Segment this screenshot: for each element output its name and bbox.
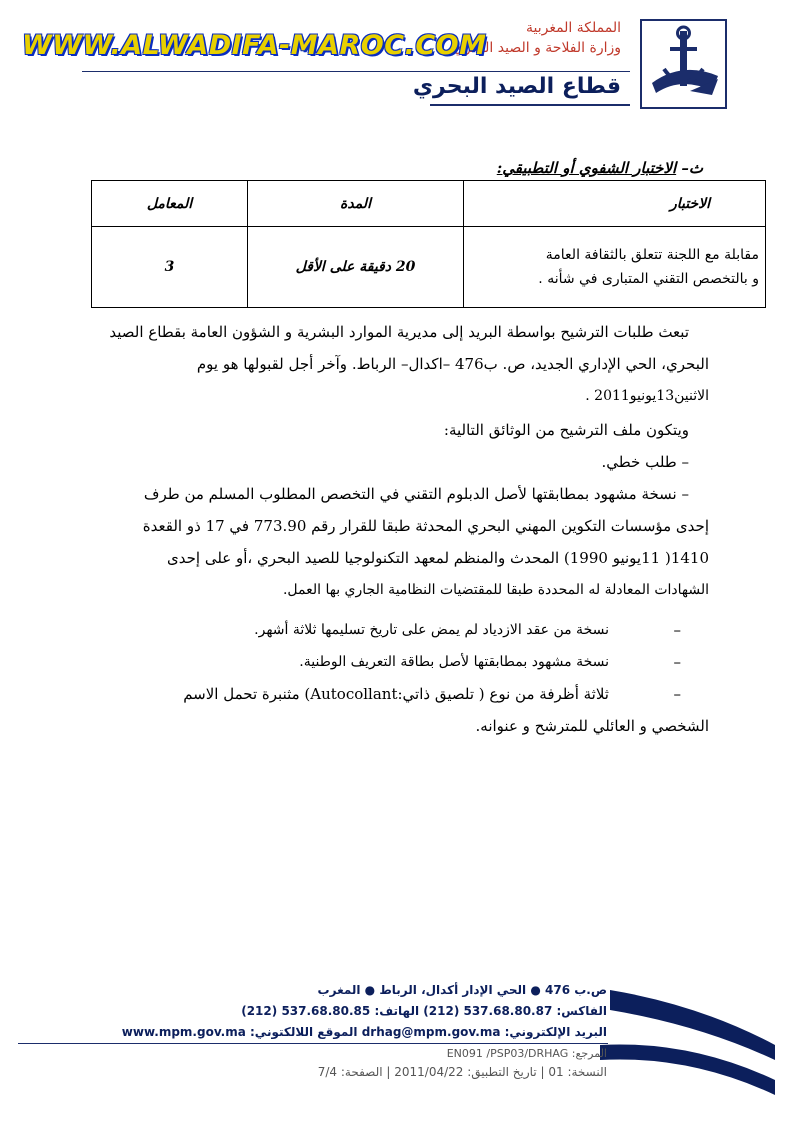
footer-address: ص.ب 476 ● الحي الإدار أكدال، الرباط ● المغرب [317,983,607,997]
section-title [497,159,703,177]
documents-list-2 [79,614,709,742]
list-item-continued: الشهادات المعادلة له المحددة طبقا للمقتضيات النظامية الجاري بها العمل. [282,582,709,598]
paragraph-line: الاثنين13يونيو2011 . [585,388,709,404]
list-item: – نسخة مشهود بمطابقتها لأصل الدبلوم التقني في التخصص المطلوب المسلم من طرف [143,485,689,503]
header-divider [82,71,630,72]
header-duration: المدة [248,181,464,227]
footer-meta: النسخة: 01 | تاريخ التطبيق: 2011/04/22 | الصفحة: 7/4 [317,1065,607,1079]
list-item [79,614,709,646]
table-row [92,227,766,308]
documents-list [79,414,709,606]
list-item [79,678,709,710]
list-item-continued: 1410( 11يونيو 1990) المحدث والمنظم لمعهد التكنولوجيا للصيد البحري ،أو على إحدى [167,549,709,567]
footer-phone-fax: الفاكس: 537.68.80.87 (212) الهاتف: 537.68.80.85 (212) [241,1004,607,1018]
list-dash: – [673,621,681,639]
ministry-logo [640,19,727,109]
footer-divider [18,1043,608,1044]
list-item-continued: الشخصي و العائلي للمترشح و عنوانه. [475,717,709,735]
list-item-text: نسخة مشهود بمطابقتها لأصل بطاقة التعريف الوطنية. [299,654,609,670]
cell-test-line1: مقابلة مع اللجنة تتعلق بالثقافة العامة [545,247,759,263]
list-item-continued: إحدى مؤسسات التكوين المهني البحري المحدثة طبقا للقرار رقم 773.90 في 17 ذو القعدة [142,517,709,535]
cell-duration: 20 دقيقة على الأقل [248,227,464,308]
anchor-emblem-icon [642,21,725,107]
list-item [79,646,709,678]
cell-test [464,227,766,308]
application-paragraph [79,316,709,412]
section-title-text: الاختبار الشفوي أو التطبيقي: [496,159,677,177]
header-test: الاختبار [464,181,766,227]
documents-intro: ويتكون ملف الترشيح من الوثائق التالية: [443,421,689,439]
paragraph-line: البحري، الحي الإداري الجديد، ص. ب476 –اكدال– الرباط. وآخر أجل لقبولها هو يوم [196,355,709,373]
cell-coefficient: 3 [92,227,248,308]
sector-title: قطاع الصيد البحري [412,74,621,99]
sector-underline [430,104,630,106]
footer-email-website: البريد الإلكتروني: drhag@mpm.gov.ma الموقع اللالكتوني: www.mpm.gov.ma [121,1025,607,1039]
header-coefficient: المعامل [92,181,248,227]
list-dash: – [673,685,681,703]
cell-test-line2: و بالتخصص التقني المتبارى في شأنه . [538,271,759,287]
list-item: – طلب خطي. [601,453,689,471]
list-dash: – [673,653,681,671]
ministry-name: وزارة الفلاحة و الصيد البحري [453,40,621,56]
watermark: WWW.ALWADIFA-MAROC.COM [22,30,487,61]
table-header-row [92,181,766,227]
list-item-text: نسخة من عقد الازدياد لم يمض على تاريخ تسليمها ثلاثة أشهر. [254,622,609,638]
section-letter: ث– [681,159,703,177]
footer-reference: المرجع: EN091 /PSP03/DRHAG [446,1047,607,1060]
list-item-text: ثلاثة أظرفة من نوع ( تلصيق ذاتي:Autocollant) مثنبرة تحمل الاسم [183,685,609,703]
paragraph-line: تبعث طلبات الترشيح بواسطة البريد إلى مديرية الموارد البشرية و الشؤون العامة بقطاع الصيد [109,323,689,341]
kingdom-name: المملكة المغربية [525,20,621,36]
exam-table [91,180,766,308]
footer-swoosh [590,985,780,1105]
